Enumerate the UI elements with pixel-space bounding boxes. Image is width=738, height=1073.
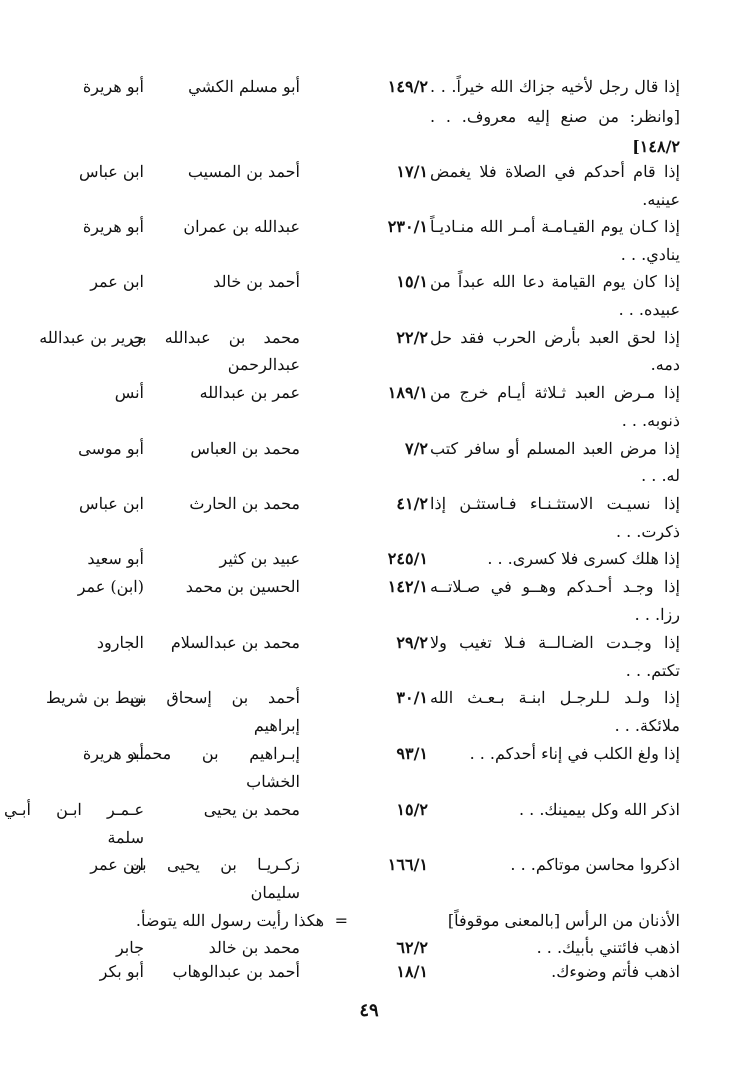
narrator: أحمد بن المسيب <box>187 162 300 181</box>
volume-page-ref: ٦٢/٢ <box>396 938 428 957</box>
narrator: محمد بن خالد <box>208 938 300 957</box>
note-text: هكذا رأيت رسول الله يتوضأ. <box>135 911 324 930</box>
volume-page-ref: ١٦٦/١ <box>387 855 428 874</box>
table-row <box>0 494 738 514</box>
table-row <box>0 800 738 820</box>
hadith-text: اذكر الله وكل بيمينك. . . <box>518 800 680 819</box>
narrator: محمد بن يحيى <box>203 800 300 819</box>
hadith-text: ملائكة. . . <box>614 716 680 735</box>
hadith-text: إذا نسيـت الاستثـنـاء فـاستثـن إذا <box>430 494 680 513</box>
volume-page-ref: ٧/٢ <box>404 439 428 458</box>
companion: ابن عمر <box>90 272 144 291</box>
volume-page-ref: ٩٣/١ <box>396 744 428 763</box>
table-row <box>0 328 738 348</box>
volume-page-ref: ٤١/٢ <box>396 494 428 513</box>
narrator: إبـراهيم بن محمـد <box>130 744 300 763</box>
companion: أبو هريرة <box>82 744 144 763</box>
narrator: الحسين بن محمد <box>185 577 300 596</box>
table-row-continuation <box>0 355 738 375</box>
volume-page-ref: ١٤٢/١ <box>387 577 428 596</box>
narrator: زكـريـا بن يحيى بن <box>130 855 300 874</box>
table-row <box>0 688 738 708</box>
hadith-text: ١٤٨/٢] <box>632 137 680 156</box>
hadith-text: رزا. . . <box>634 605 680 624</box>
volume-page-ref: ١٧/١ <box>396 162 428 181</box>
table-row <box>0 162 738 182</box>
volume-page-ref: ٢٢/٢ <box>396 328 428 347</box>
hadith-text: ينادي. . . <box>620 245 680 264</box>
table-row <box>0 577 738 597</box>
companion: أبو هريرة <box>82 217 144 236</box>
hadith-text: الأذنان من الرأس [بالمعنى موقوفاً] <box>447 911 680 930</box>
hadith-text: إذا هلك كسرى فلا كسرى. . . <box>487 549 680 568</box>
narrator: أحمد بن إسحاق بن <box>130 688 300 707</box>
narrator: سليمان <box>250 883 300 902</box>
table-row <box>0 938 738 958</box>
table-row-continuation <box>0 300 738 320</box>
narrator: عبيد بن كثير <box>219 549 300 568</box>
table-row-special <box>0 911 738 931</box>
hadith-text: إذا ولغ الكلب في إناء أحدكم. . . <box>469 744 680 763</box>
table-row-continuation <box>0 245 738 265</box>
hadith-text: إذا وجـد أحـدكم وهــو في صـلاتــه <box>430 577 680 596</box>
table-row-continuation <box>0 716 738 736</box>
hadith-text: له. . . <box>641 466 680 485</box>
narrator: أحمد بن خالد <box>213 272 300 291</box>
hadith-text: إذا مـرض العبد ثـلاثة أيـام خرج من <box>430 383 680 402</box>
hadith-text: اذكروا محاسن موتاكم. . . <box>510 855 680 874</box>
narrator: محمد بن العباس <box>190 439 300 458</box>
companion: أبو هريرة <box>82 77 144 96</box>
table-row-continuation <box>0 137 738 157</box>
narrator: محمد بن عبدالسلام <box>170 633 300 652</box>
table-row <box>0 439 738 459</box>
volume-page-ref: ٢٣٠/١ <box>387 217 428 236</box>
table-row <box>0 217 738 237</box>
hadith-text: تكتم. . . <box>625 661 680 680</box>
narrator: أحمد بن عبدالوهاب <box>172 962 300 981</box>
table-row-continuation <box>0 828 738 848</box>
equals-sign: = <box>334 911 348 930</box>
volume-page-ref: ٢٤٥/١ <box>387 549 428 568</box>
hadith-text: إذا قام أحدكم في الصلاة فلا يغمض <box>430 162 680 181</box>
companion: سلمة <box>107 828 144 847</box>
companion: أنس <box>114 383 144 402</box>
table-row-continuation <box>0 883 738 903</box>
companion: عـمـر ابـن أبـي <box>4 800 144 819</box>
hadith-text: اذهب فأتم وضوءك. <box>551 962 680 981</box>
table-row <box>0 855 738 875</box>
hadith-text: عينيه. <box>642 190 680 209</box>
hadith-text: إذا ولـد لـلرجـل ابنـة بـعـث الله <box>430 688 680 707</box>
hadith-text: [وانظر: من صنع إليه معروف. . . <box>430 107 680 126</box>
companion: أبو موسى <box>78 439 144 458</box>
companion: ابن عمر <box>90 855 144 874</box>
hadith-text: إذا لحق العبد بأرض الحرب فقد حل <box>430 328 680 347</box>
hadith-text: إذا وجـدت الضـالــة فـلا تغيب ولا <box>430 633 680 652</box>
table-row <box>0 744 738 764</box>
hadith-text: إذا قال رجل لأخيه جزاك الله خيراً. . . <box>430 77 680 96</box>
hadith-text: اذهب فائتني بأبيك. . . <box>536 938 680 957</box>
hadith-text: عبيده. . . <box>618 300 680 319</box>
companion: أبو بكر <box>99 962 144 981</box>
table-row-continuation <box>0 190 738 210</box>
narrator: محمد بن عبدالله بن <box>130 328 300 347</box>
table-row-continuation <box>0 411 738 431</box>
table-row <box>0 962 738 982</box>
companion: جابر <box>115 938 144 957</box>
narrator: عمر بن عبدالله <box>199 383 300 402</box>
table-row <box>0 272 738 292</box>
narrator: أبو مسلم الكشي <box>188 77 300 96</box>
volume-page-ref: ١٥/٢ <box>396 800 428 819</box>
table-row <box>0 383 738 403</box>
narrator: إبراهيم <box>253 716 300 735</box>
companion: (ابن) عمر <box>77 577 144 596</box>
companion: أبو سعيد <box>87 549 144 568</box>
volume-page-ref: ٣٠/١ <box>396 688 428 707</box>
table-row-continuation <box>0 466 738 486</box>
hadith-text: إذا كان يوم القيامة دعا الله عبداً من <box>430 272 680 291</box>
table-row-continuation <box>0 661 738 681</box>
hadith-text: ذنوبه. . . <box>621 411 680 430</box>
volume-page-ref: ١٨/١ <box>396 962 428 981</box>
companion: ابن عباس <box>79 162 144 181</box>
page-number: ٤٩ <box>359 1000 379 1021</box>
narrator: عبدالله بن عمران <box>183 217 300 236</box>
table-row <box>0 77 738 97</box>
hadith-text: إذا كـان يوم القيـامـة أمـر الله منـاديـاً <box>430 217 680 236</box>
volume-page-ref: ١٨٩/١ <box>387 383 428 402</box>
companion: نبيط بن شريط <box>46 688 144 707</box>
table-row-continuation <box>0 605 738 625</box>
narrator: محمد بن الحارث <box>189 494 300 513</box>
hadith-text: دمه. <box>650 355 680 374</box>
narrator: عبدالرحمن <box>227 355 300 374</box>
companion: جرير بن عبدالله <box>39 328 144 347</box>
table-row <box>0 549 738 569</box>
hadith-text: إذا مرض العبد المسلم أو سافر كتب <box>430 439 680 458</box>
narrator: الخشاب <box>246 772 300 791</box>
volume-page-ref: ١٤٩/٢ <box>387 77 428 96</box>
table-row-continuation <box>0 522 738 542</box>
volume-page-ref: ١٥/١ <box>396 272 428 291</box>
hadith-text: ذكرت. . . <box>615 522 680 541</box>
volume-page-ref: ٢٩/٢ <box>396 633 428 652</box>
table-row-continuation <box>0 772 738 792</box>
companion: الجارود <box>96 633 144 652</box>
table-row-continuation <box>0 107 738 127</box>
companion: ابن عباس <box>79 494 144 513</box>
table-row <box>0 633 738 653</box>
